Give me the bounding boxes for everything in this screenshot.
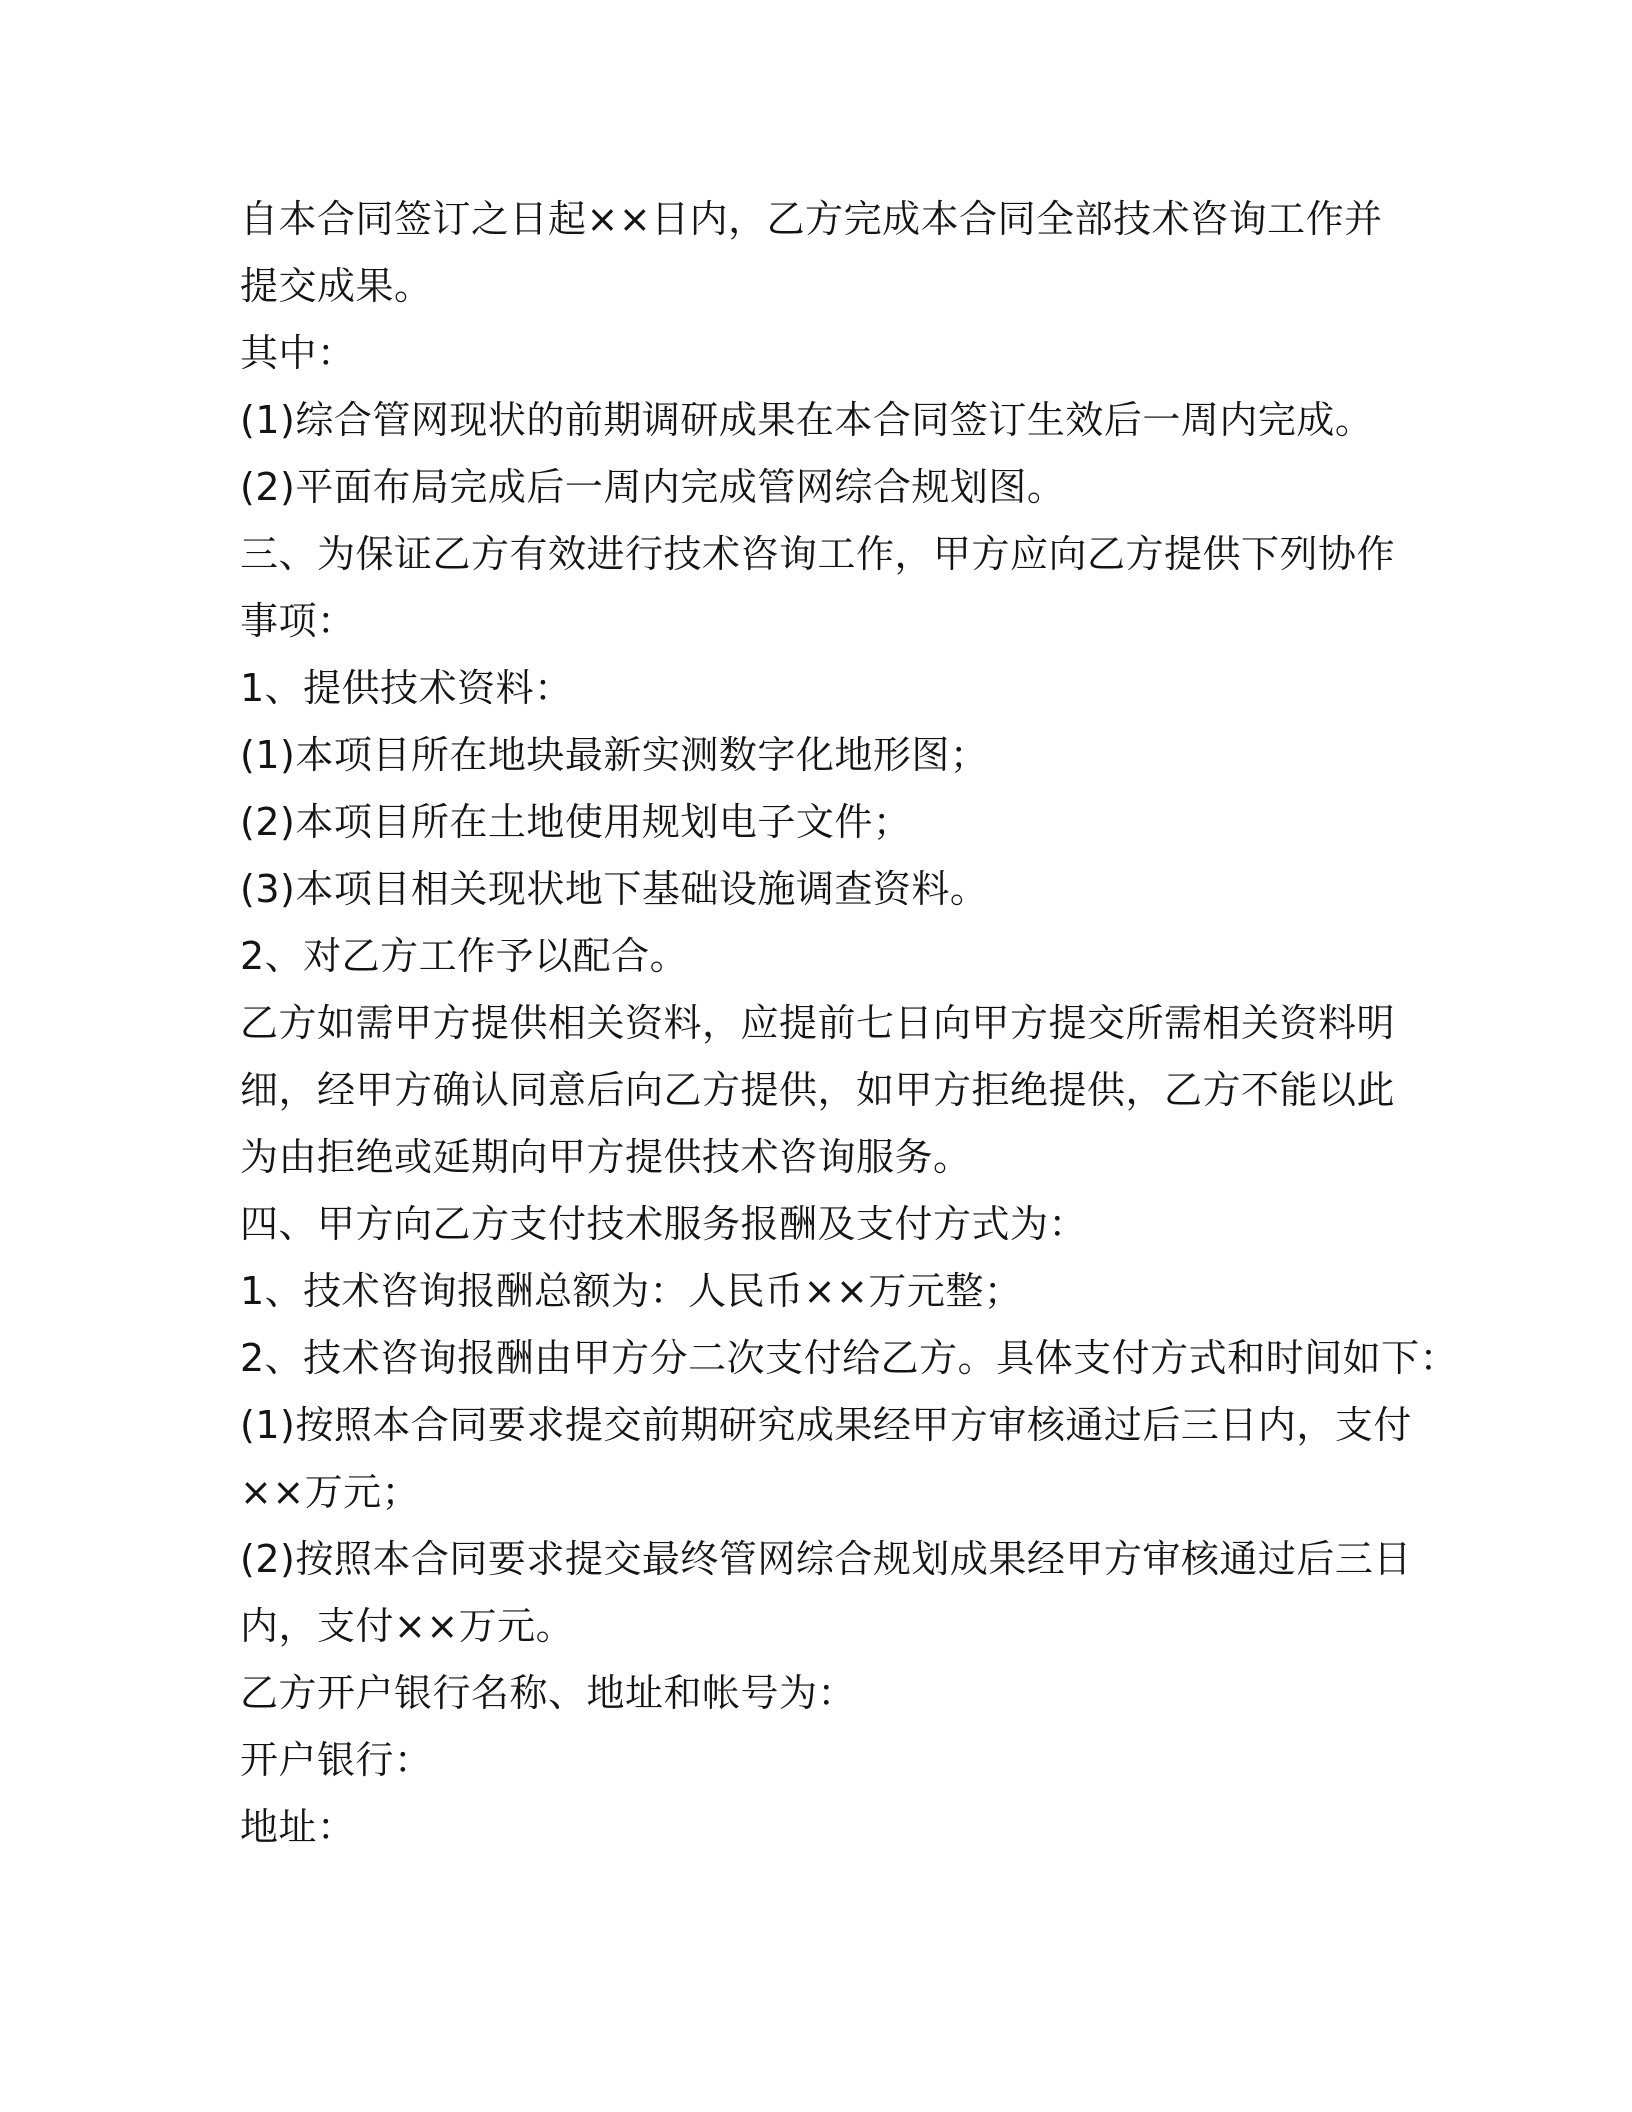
text-line: 提交成果。 (240, 264, 433, 308)
text-line: 为由拒绝或延期向甲方提供技术咨询服务。 (240, 1135, 972, 1179)
text-line: 其中： (240, 331, 356, 375)
text-line: (1)按照本合同要求提交前期研究成果经甲方审核通过后三日内，支付 (240, 1403, 1412, 1447)
text-line: 2、对乙方工作予以配合。 (240, 934, 689, 978)
text-line: (2)按照本合同要求提交最终管网综合规划成果经甲方审核通过后三日 (240, 1537, 1412, 1581)
text-line: 内，支付××万元。 (240, 1604, 575, 1648)
text-line: 乙方如需甲方提供相关资料，应提前七日向甲方提交所需相关资料明 (240, 1001, 1396, 1045)
text-line: 2、技术咨询报酬由甲方分二次支付给乙方。具体支付方式和时间如下： (240, 1336, 1459, 1380)
text-line: (3)本项目相关现状地下基础设施调查资料。 (240, 867, 989, 911)
text-line: 细，经甲方确认同意后向乙方提供，如甲方拒绝提供，乙方不能以此 (240, 1068, 1396, 1112)
text-line: 地址： (240, 1805, 356, 1849)
text-line: ××万元； (240, 1470, 421, 1514)
section-heading-line: 四、甲方向乙方支付技术服务报酬及支付方式为： (240, 1202, 1088, 1246)
text-line: 事项： (240, 599, 356, 643)
text-line: 乙方开户银行名称、地址和帐号为： (240, 1671, 857, 1715)
document-body (240, 186, 1459, 1861)
text-line: 自本合同签订之日起××日内，乙方完成本合同全部技术咨询工作并 (240, 197, 1383, 241)
text-line: 开户银行： (240, 1738, 433, 1782)
text-line: 1、提供技术资料： (240, 666, 573, 710)
text-line: 1、技术咨询报酬总额为：人民币××万元整； (240, 1269, 1023, 1313)
text-line: (1)本项目所在地块最新实测数字化地形图； (240, 733, 989, 777)
text-line: (2)平面布局完成后一周内完成管网综合规划图。 (240, 465, 1066, 509)
text-line: (1)综合管网现状的前期调研成果在本合同签订生效后一周内完成。 (240, 398, 1374, 442)
text-line: (2)本项目所在土地使用规划电子文件； (240, 800, 912, 844)
section-heading-line: 三、为保证乙方有效进行技术咨询工作，甲方应向乙方提供下列协作 (240, 532, 1396, 576)
